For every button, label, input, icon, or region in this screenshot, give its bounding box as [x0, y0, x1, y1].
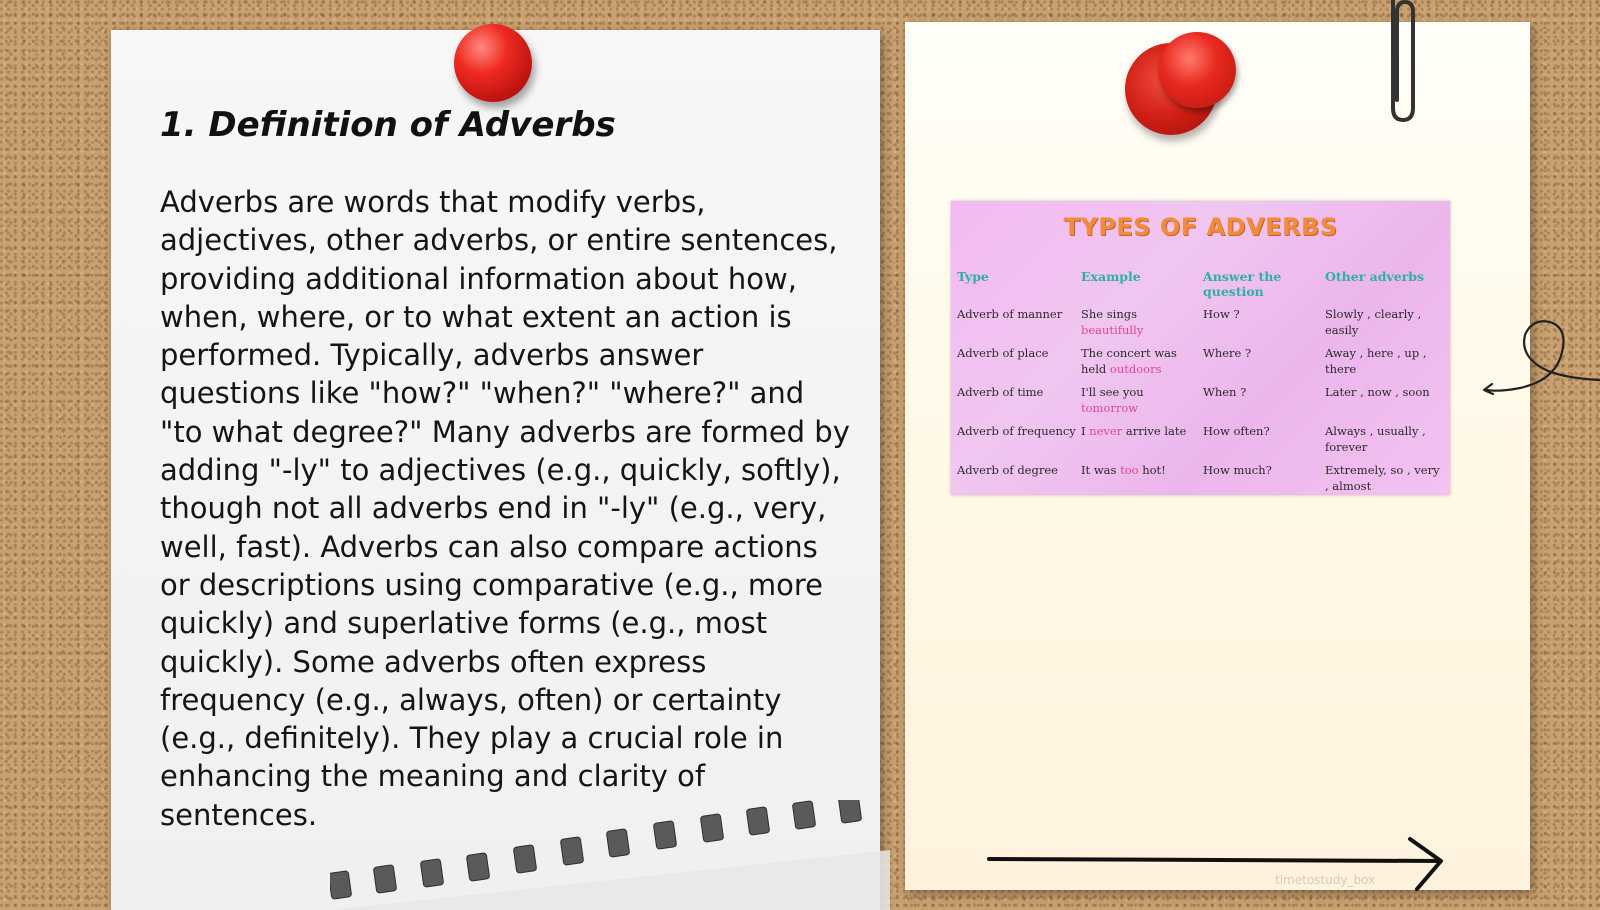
example-cell [1081, 346, 1203, 385]
column-header: Other adverbs [1325, 269, 1425, 284]
table-row [957, 424, 1447, 463]
example-text: hot! [1138, 463, 1166, 477]
example-text: She sings [1081, 307, 1137, 321]
example-adverb: beautifully [1081, 322, 1144, 337]
next-arrow-icon[interactable] [985, 835, 1450, 895]
others-cell: Extremely, so , very , almost [1325, 463, 1440, 493]
question-cell: When ? [1203, 385, 1247, 399]
example-text: The concert was held [1081, 346, 1177, 376]
example-text: It was [1081, 463, 1121, 477]
example-cell [1081, 307, 1203, 346]
example-adverb: never [1089, 424, 1123, 438]
type-cell: Adverb of frequency [957, 424, 1076, 438]
question-cell: How ? [1203, 307, 1240, 321]
paperclip-icon [1375, 0, 1425, 125]
table-row [957, 463, 1447, 502]
type-cell: Adverb of place [957, 346, 1049, 360]
others-cell: Away , here , up , there [1325, 346, 1427, 376]
question-cell: Where ? [1203, 346, 1252, 360]
example-cell [1081, 385, 1203, 424]
swirl-arrow-icon [1480, 310, 1600, 410]
type-cell: Adverb of degree [957, 463, 1058, 477]
types-of-adverbs-table-image [951, 201, 1450, 495]
pushpin-icon [1125, 38, 1255, 138]
definition-text: Adverbs are words that modify verbs, adjectives, other adverbs, or entire sentences, providing additional information about how, when, where, or to what extent an action is performed. Typically, adverbs answer questions like "how?" "when?" "where?" and "to what degree?" Many adverbs are formed by adding "-ly" to adjectives (e.g., quickly, softly), though not all adverbs end in "-ly" (e.g., very, well, fast). Adverbs can also compare actions or descriptions using comparative (e.g., more quickly) and superlative forms (e.g., most quickly). Some adverbs often express frequency (e.g., always, often) or certainty (e.g., definitely). They play a crucial role in enhancing the meaning and clarity of sentences. [160, 185, 850, 832]
example-cell [1081, 463, 1203, 502]
pushpin-icon [454, 24, 532, 102]
example-text: arrive late [1122, 424, 1187, 438]
table-title: TYPES OF ADVERBS [1063, 213, 1338, 241]
type-cell: Adverb of time [957, 385, 1044, 399]
others-cell: Later , now , soon [1325, 385, 1430, 399]
question-cell: How often? [1203, 424, 1270, 438]
type-cell: Adverb of manner [957, 307, 1063, 321]
question-cell: How much? [1203, 463, 1272, 477]
table-row [957, 385, 1447, 424]
column-header: Example [1081, 269, 1141, 284]
page-title: 1. Definition of Adverbs [160, 105, 616, 145]
example-adverb: too [1120, 463, 1139, 477]
others-cell: Slowly , clearly , easily [1325, 307, 1422, 337]
example-adverb: outdoors [1109, 361, 1162, 376]
watermark: timetostudy_box [1275, 873, 1376, 887]
table-header-row [957, 269, 1447, 307]
example-adverb: tomorrow [1081, 400, 1139, 415]
column-header: Type [957, 269, 989, 284]
example-cell [1081, 424, 1203, 463]
example-text: I'll see you [1081, 385, 1144, 399]
column-header: Answer the question [1203, 269, 1282, 299]
table-row [957, 307, 1447, 346]
example-text: I [1081, 424, 1090, 438]
others-cell: Always , usually , forever [1325, 424, 1426, 454]
table-row [957, 346, 1447, 385]
adverb-types-table [957, 269, 1447, 502]
